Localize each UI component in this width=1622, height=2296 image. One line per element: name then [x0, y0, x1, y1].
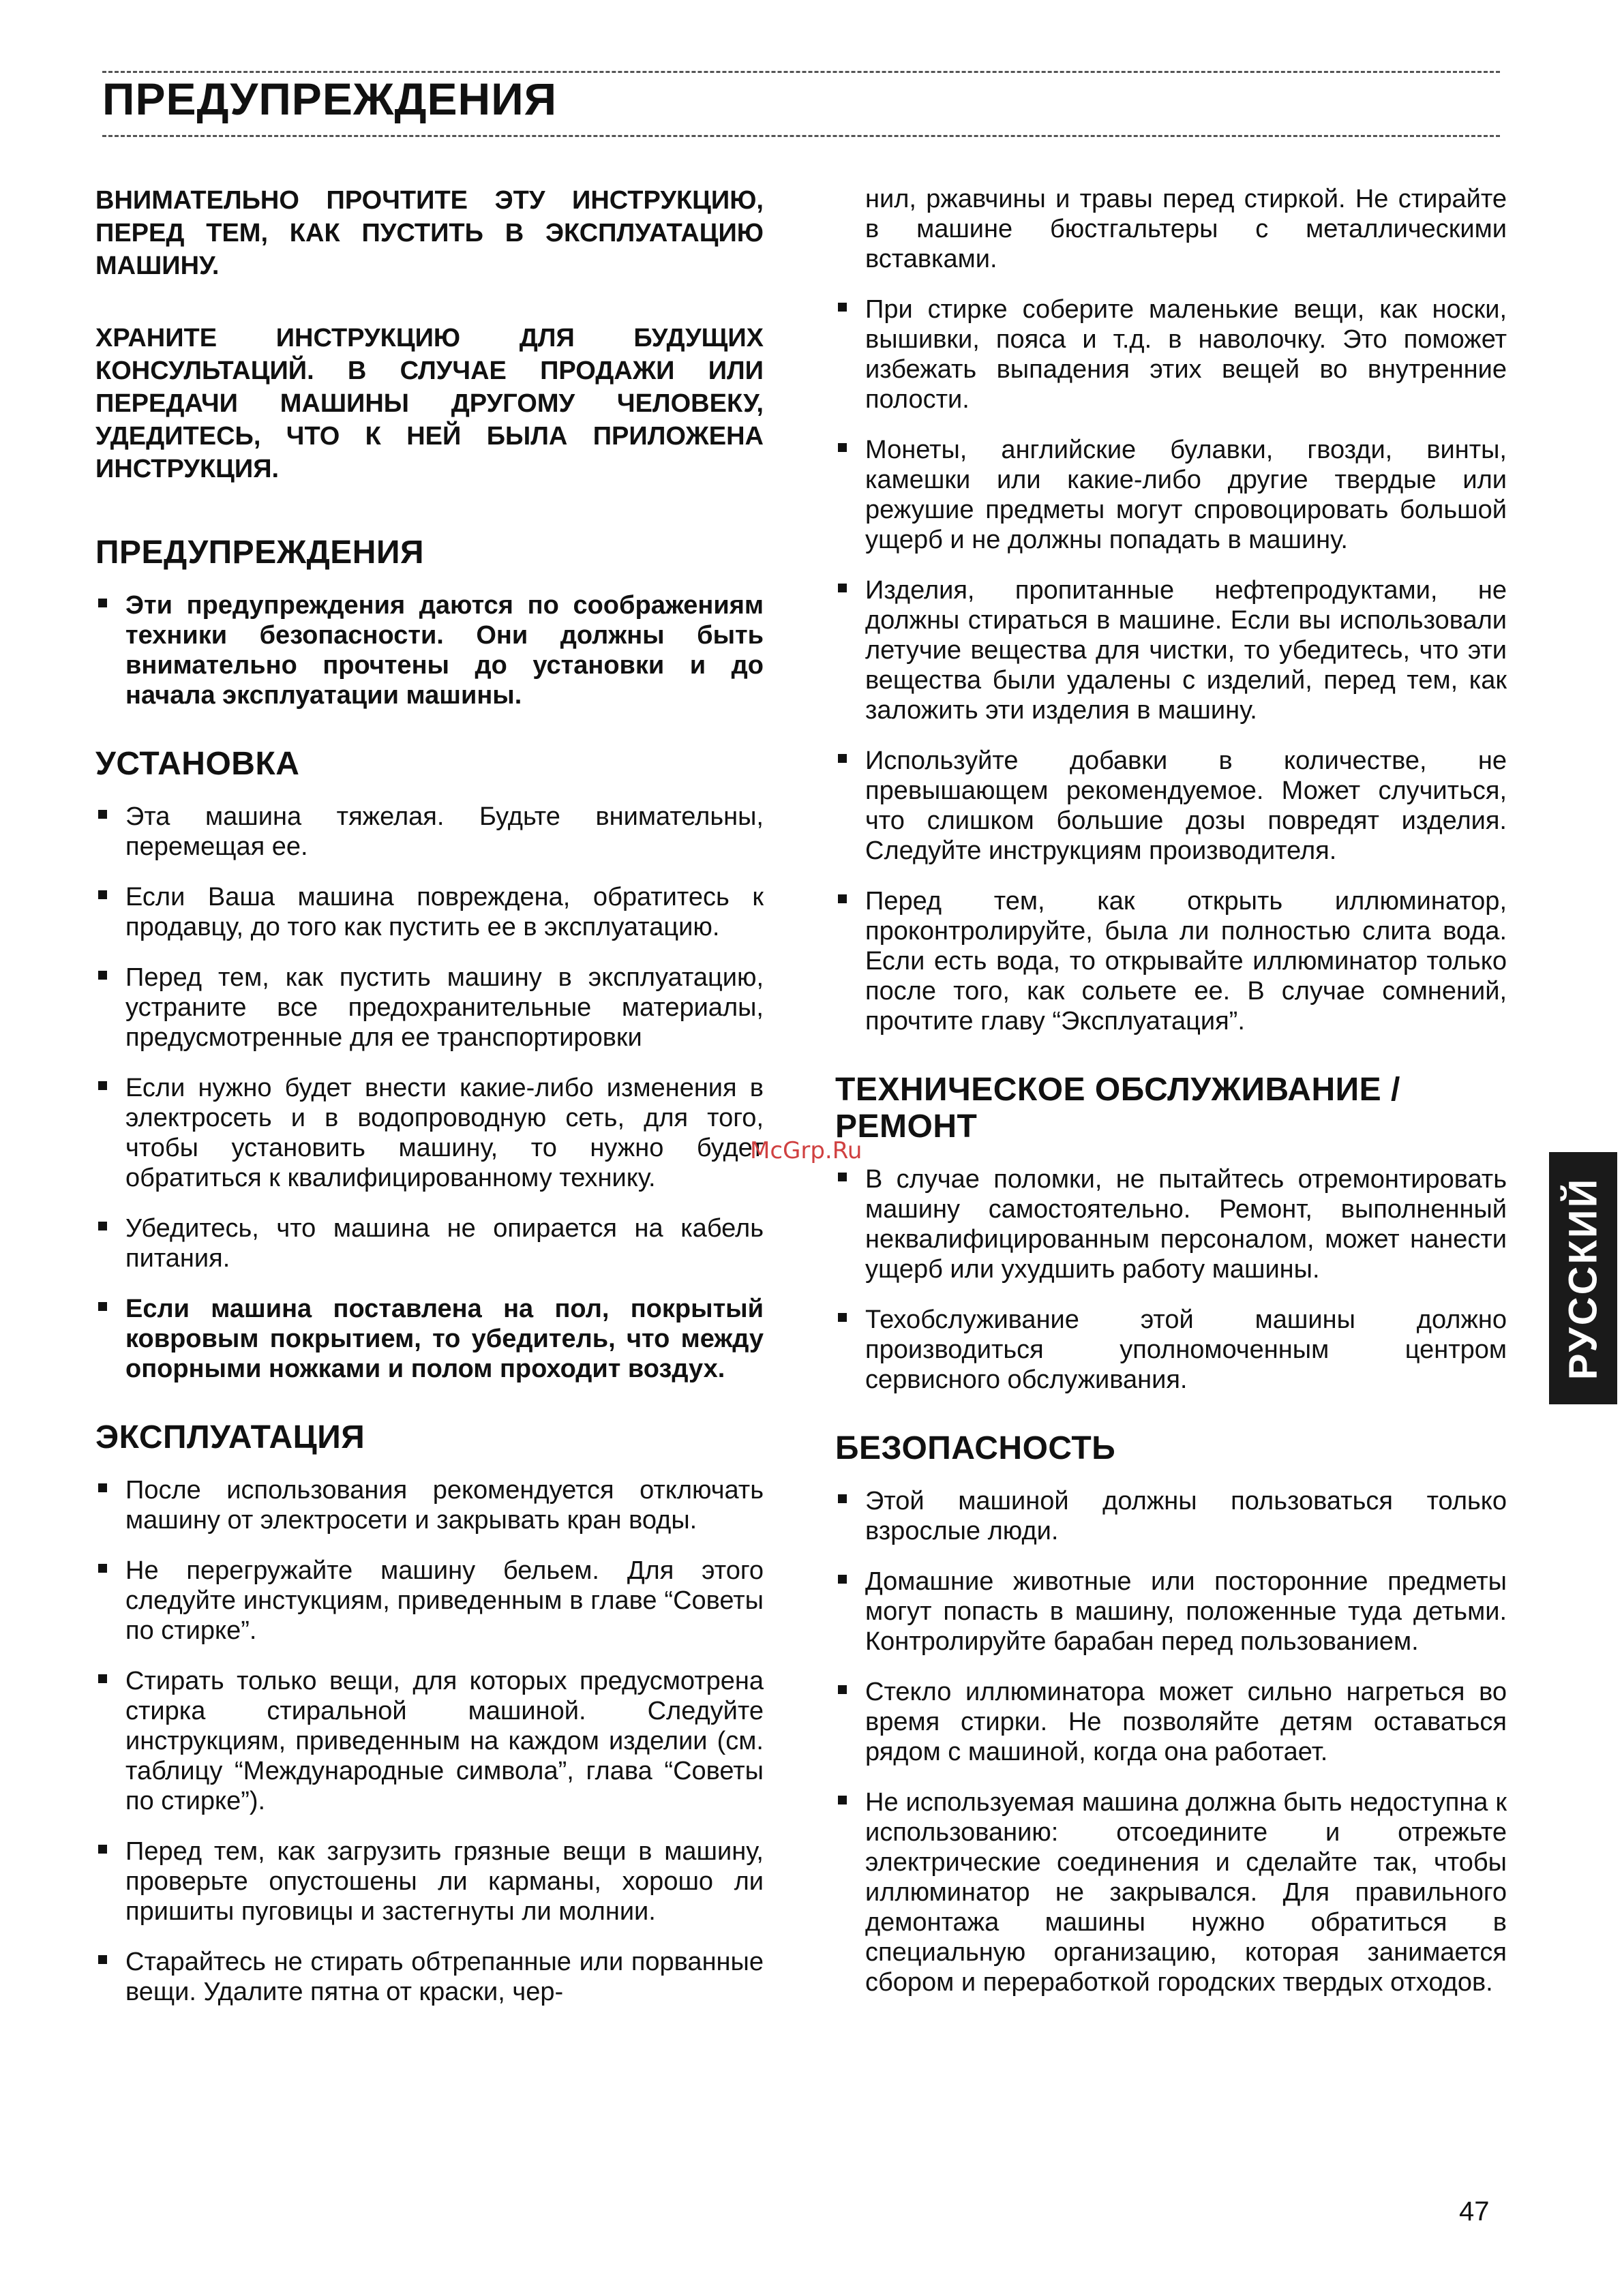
list-item: [95, 1556, 764, 1646]
list-item-text: После использования рекомендуется отключать машину от электросети и закрывать кран воды.: [125, 1476, 764, 1535]
section-heading-maintenance: ТЕХНИЧЕСКОЕ ОБСЛУЖИВАНИЕ / РЕМОНТ: [835, 1072, 1400, 1145]
left-column: [95, 184, 764, 2042]
section-installation: [95, 746, 764, 1384]
list-item: [95, 590, 764, 710]
section-operation: [95, 1419, 764, 2007]
bullet-icon: [838, 1313, 847, 1322]
list-item-text: При стирке соберите маленькие вещи, как носки, вышивки, пояса и т.д. в наволочку. Это поможет избежать выпадения этих вещей во внутренние полости.: [865, 295, 1507, 414]
page-header: [102, 61, 1500, 150]
list-item-text: Перед тем, как загрузить грязные вещи в машину, проверьте опустошены ли карманы, хорошо ли пришиты пуговицы и застегнуты ли молнии.: [125, 1837, 764, 1926]
section-safety: [835, 1430, 1507, 1997]
bullet-icon: [98, 599, 107, 607]
section-heading-warnings: ПРЕДУПРЕЖДЕНИЯ: [95, 534, 424, 571]
language-tab-label: РУССКИЙ: [1561, 1177, 1606, 1380]
list-item: [95, 1294, 764, 1384]
list-item-text: Этой машиной должны пользоваться только взрослые люди.: [865, 1487, 1507, 1545]
operation-list-continued: [835, 294, 1507, 1036]
list-item-text: Убедитесь, что машина не опирается на кабель питания.: [125, 1214, 764, 1273]
operation-list: [95, 1475, 764, 2007]
list-item-text: Домашние животные или посторонние предметы могут попасть в машину, положенные туда детьми. Контролируйте барабан перед пользованием.: [865, 1567, 1507, 1656]
list-item-text: Старайтесь не стирать обтрепанные или порванные вещи. Удалите пятна от краски, чер-: [125, 1948, 764, 2006]
list-item-text: Перед тем, как открыть иллюминатор, проконтролируйте, была ли полностью слита вода. Если есть вода, то открывайте иллюминатор только после того, как сольете ее. В случае сомнений, прочтите главу “Эксплуатация”.: [865, 887, 1507, 1036]
list-item: [835, 294, 1507, 414]
header-dashed-rule-top: [102, 71, 1500, 73]
list-item-text: Стекло иллюминатора может сильно нагреться во время стирки. Не позволяйте детям оставаться рядом с машиной, когда она работает.: [865, 1678, 1507, 1766]
section-heading-safety: БЕЗОПАСНОСТЬ: [835, 1430, 1116, 1466]
list-item-text: Если нужно будет внести какие-либо изменения в электросеть и в водопроводную сеть, для того, чтобы установить машину, то нужно будет обратиться к квалифицированному технику.: [125, 1074, 764, 1192]
list-item-text: Не перегружайте машину бельем. Для этого следуйте инстукциям, приведенным в главе “Советы по стирке”.: [125, 1556, 764, 1645]
watermark: McGrp.Ru: [750, 1137, 862, 1164]
bullet-icon: [98, 971, 107, 980]
list-item-text: Если Ваша машина повреждена, обратитесь к продавцу, до того как пустить ее в эксплуатацию.: [125, 883, 764, 941]
section-heading-operation: ЭКСПЛУАТАЦИЯ: [95, 1419, 365, 1455]
bullet-icon: [838, 1575, 847, 1584]
warnings-list: [95, 590, 764, 710]
bullet-icon: [98, 1081, 107, 1090]
list-item: [95, 1213, 764, 1273]
list-item-text: Если машина поставлена на пол, покрытый ковровым покрытием, то убедитель, что между опорными ножками и полом проходит воздух.: [125, 1295, 764, 1383]
list-item: [95, 1666, 764, 1816]
maintenance-list: [835, 1164, 1507, 1395]
intro-paragraph-read: ВНИМАТЕЛЬНО ПРОЧТИТЕ ЭТУ ИНСТРУКЦИЮ, ПЕРЕД ТЕМ, КАК ПУСТИТЬ В ЭКСПЛУАТАЦИЮ МАШИНУ.: [95, 186, 764, 280]
list-item: [835, 1486, 1507, 1546]
bullet-icon: [98, 1483, 107, 1492]
list-item-text: Используйте добавки в количестве, не превышающем рекомендуемое. Может случиться, что слишком большие дозы повредят изделия. Следуйте инструкциям производителя.: [865, 746, 1507, 865]
header-dashed-rule-bottom: [102, 135, 1500, 137]
page-number: 47: [1459, 2196, 1490, 2226]
list-item: [835, 1305, 1507, 1395]
list-item: [95, 1073, 764, 1193]
list-item-text: Монеты, английские булавки, гвозди, винты, камешки или какие-либо другие твердые или режушие предметы могут спровоцировать большой ущерб и не должны попадать в машину.: [865, 436, 1507, 554]
list-item: [835, 435, 1507, 555]
list-item: [835, 1677, 1507, 1767]
list-item-text: Эти предупреждения даются по соображениям техники безопасности. Они должны быть внимательно прочтены до установки и до начала эксплуатации машины.: [125, 591, 764, 710]
list-item: [95, 802, 764, 862]
list-item: [95, 882, 764, 942]
list-item: [835, 886, 1507, 1036]
section-heading-installation: УСТАНОВКА: [95, 746, 300, 782]
list-item-text: Изделия, пропитанные нефтепродуктами, не должны стираться в машине. Если вы использовали летучие вещества для чистки, то убедитесь, что эти вещества были удалены с изделий, перед тем, как заложить эти изделия в машину.: [865, 576, 1507, 725]
bullet-icon: [838, 1173, 847, 1181]
bullet-icon: [838, 1685, 847, 1694]
operation-continuation-text: нил, ржавчины и травы перед стиркой. Не стирайте в машине бюстгальтеры с металлическими вставками.: [865, 185, 1507, 273]
list-item: [95, 1837, 764, 1927]
bullet-icon: [98, 1674, 107, 1683]
list-item: [835, 1787, 1507, 1997]
bullet-icon: [98, 1302, 107, 1311]
bullet-icon: [98, 890, 107, 899]
section-warnings: [95, 534, 764, 710]
bullet-icon: [98, 1564, 107, 1573]
list-item: [95, 1475, 764, 1535]
bullet-icon: [98, 810, 107, 819]
list-item: [835, 1164, 1507, 1284]
section-maintenance: [835, 1072, 1507, 1395]
list-item: [835, 1567, 1507, 1657]
bullet-icon: [838, 754, 847, 763]
installation-list: [95, 802, 764, 1384]
bullet-icon: [838, 443, 847, 452]
list-item: [835, 746, 1507, 866]
bullet-icon: [838, 894, 847, 903]
language-tab: [1549, 1152, 1617, 1404]
intro-paragraph-keep: ХРАНИТЕ ИНСТРУКЦИЮ ДЛЯ БУДУЩИХ КОНСУЛЬТАЦИЙ. В СЛУЧАЕ ПРОДАЖИ ИЛИ ПЕРЕДАЧИ МАШИНЫ ДРУГОМУ ЧЕЛОВЕКУ, УДЕДИТЕСЬ, ЧТО К НЕЙ БЫЛА ПРИЛОЖЕНА ИНСТРУКЦИЯ.: [95, 324, 764, 483]
list-item-text: Перед тем, как пустить машину в эксплуатацию, устраните все предохранительные материалы, предусмотренные для ее транспортировки: [125, 963, 764, 1052]
list-item-text: Не используемая машина должна быть недоступна к использованию: отсоедините и отрежьте электрические соединения и сделайте так, чтобы иллюминатор не закрывался. Для правильного демонтажа машины нужно обратиться в специальную организацию, которая занимается сбором и переработкой городских твердых отходов.: [865, 1788, 1507, 1997]
list-item: [95, 1947, 764, 2007]
safety-list: [835, 1486, 1507, 1997]
section-operation-continued: [835, 294, 1507, 1036]
bullet-icon: [838, 303, 847, 312]
bullet-icon: [98, 1955, 107, 1964]
bullet-icon: [838, 1796, 847, 1804]
bullet-icon: [838, 584, 847, 592]
list-item-text: В случае поломки, не пытайтесь отремонтировать машину самостоятельно. Ремонт, выполненный неквалифицированным персоналом, может нанести ущерб или ухудшить работу машины.: [865, 1165, 1507, 1284]
bullet-icon: [98, 1845, 107, 1854]
list-item-text: Техобслуживание этой машины должно производиться уполномоченным центром сервисного обслуживания.: [865, 1305, 1507, 1394]
list-item: [95, 963, 764, 1053]
list-item-text: Стирать только вещи, для которых предусмотрена стирка стиральной машиной. Следуйте инструкциям, приведенным на каждом изделии (см. таблицу “Международные символа”, глава “Советы по стирке”).: [125, 1667, 764, 1815]
right-column: [835, 184, 1507, 2033]
bullet-icon: [98, 1222, 107, 1230]
list-item: [835, 575, 1507, 725]
bullet-icon: [838, 1494, 847, 1503]
list-item-text: Эта машина тяжелая. Будьте внимательны, перемещая ее.: [125, 802, 764, 861]
page-title: ПРЕДУПРЕЖДЕНИЯ: [102, 76, 573, 121]
